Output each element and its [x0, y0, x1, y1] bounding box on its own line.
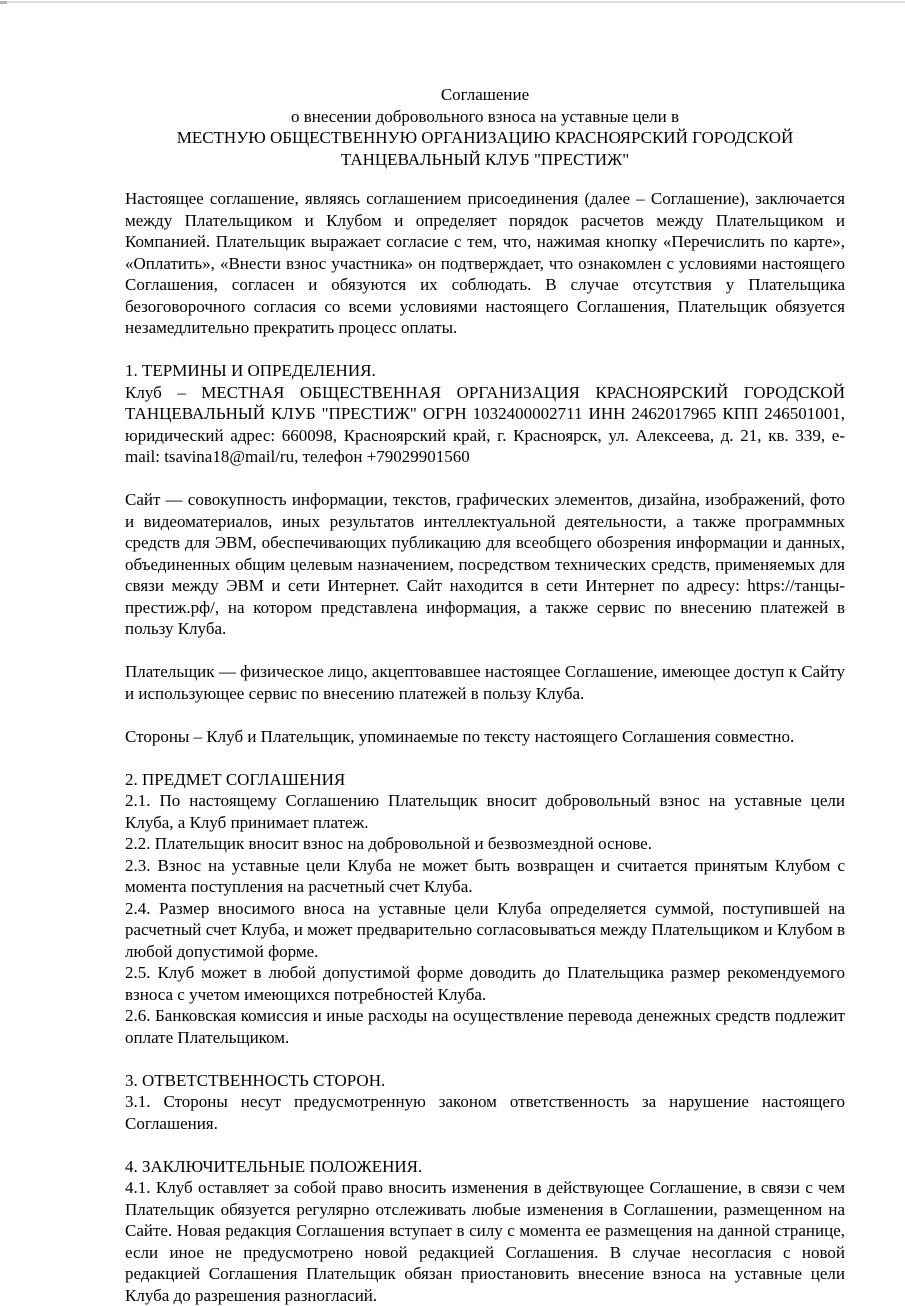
title-line-3: МЕСТНУЮ ОБЩЕСТВЕННУЮ ОРГАНИЗАЦИЮ КРАСНОЯРСКИЙ ГОРОДСКОЙ — [125, 127, 845, 149]
agreement-document — [125, 84, 845, 1306]
section-subject-of-agreement — [125, 769, 845, 1049]
title-line-4: ТАНЦЕВАЛЬНЫЙ КЛУБ "ПРЕСТИЖ" — [125, 149, 845, 171]
document-title — [125, 84, 845, 170]
section-heading-terms: 1. ТЕРМИНЫ И ОПРЕДЕЛЕНИЯ. — [125, 360, 845, 382]
section-liability — [125, 1070, 845, 1135]
title-line-1: Соглашение — [125, 84, 845, 106]
clause-2-1: 2.1. По настоящему Соглашению Плательщик вносит добровольный взнос на уставные цели Клуба, а Клуб принимает платеж. — [125, 790, 845, 833]
clause-4-1: 4.1. Клуб оставляет за собой право вносить изменения в действующее Соглашение, в связи с чем Плательщик обязуется регулярно отслеживать любые изменения в Соглашении, размещенном на Сайте. Новая редакция Соглашения вступает в силу с момента ее размещения на данной странице, если иное не предусмотрено новой редакцией Соглашения. В случае несогласия с новой редакцией Соглашения Плательщик обязан приостановить внесение взноса на уставные цели Клуба до разрешения разногласий. — [125, 1177, 845, 1306]
definition-site: Сайт — совокупность информации, текстов, графических элементов, дизайна, изображений, фото и видеоматериалов, иных результатов интеллектуальной деятельности, а также программных средств для ЭВМ, обеспечивающих публикацию для всеобщего обозрения информации и данных, объединенных общим целевым назначением, посредством технических средств, применяемых для связи между ЭВМ и сети Интернет. Сайт находится в сети Интернет по адресу: https://танцы-престиж.рф/, на котором представлена информация, а также сервис по внесению платежей в пользу Клуба. — [125, 489, 845, 640]
intro-paragraph: Настоящее соглашение, являясь соглашением присоединения (далее – Соглашение), заключается между Плательщиком и Клубом и определяет порядок расчетов между Плательщиком и Компанией. Плательщик выражает согласие с тем, что, нажимая кнопку «Перечислить по карте», «Оплатить», «Внести взнос участника» он подтверждает, что ознакомлен с условиями настоящего Соглашения, согласен и обязуются их соблюдать. В случае отсутствия у Плательщика безоговорочного согласия со всеми условиями настоящего Соглашения, Плательщик обязуется незамедлительно прекратить процесс оплаты. — [125, 188, 845, 339]
page-top-divider-stub — [0, 1, 7, 4]
clause-2-6: 2.6. Банковская комиссия и иные расходы на осуществление перевода денежных средств подлежит оплате Плательщиком. — [125, 1005, 845, 1048]
page-top-divider — [0, 1, 905, 3]
clause-2-2: 2.2. Плательщик вносит взнос на добровольной и безвозмездной основе. — [125, 833, 845, 855]
definition-parties: Стороны – Клуб и Плательщик, упоминаемые по тексту настоящего Соглашения совместно. — [125, 726, 845, 748]
section-heading-subject: 2. ПРЕДМЕТ СОГЛАШЕНИЯ — [125, 769, 845, 791]
title-line-2: о внесении добровольного взноса на уставные цели в — [125, 106, 845, 128]
section-heading-final: 4. ЗАКЛЮЧИТЕЛЬНЫЕ ПОЛОЖЕНИЯ. — [125, 1156, 845, 1178]
section-heading-liability: 3. ОТВЕТСТВЕННОСТЬ СТОРОН. — [125, 1070, 845, 1092]
definition-payer: Плательщик — физическое лицо, акцептовавшее настоящее Соглашение, имеющее доступ к Сайту и использующее сервис по внесению платежей в пользу Клуба. — [125, 661, 845, 704]
clause-3-1: 3.1. Стороны несут предусмотренную законом ответственность за нарушение настоящего Соглашения. — [125, 1091, 845, 1134]
section-final-provisions — [125, 1156, 845, 1306]
clause-2-3: 2.3. Взнос на уставные цели Клуба не может быть возвращен и считается принятым Клубом с момента поступления на расчетный счет Клуба. — [125, 855, 845, 898]
definition-club: Клуб – МЕСТНАЯ ОБЩЕСТВЕННАЯ ОРГАНИЗАЦИЯ КРАСНОЯРСКИЙ ГОРОДСКОЙ ТАНЦЕВАЛЬНЫЙ КЛУБ "ПРЕСТИЖ" ОГРН 1032400002711 ИНН 2462017965 КПП 246501001, юридический адрес: 660098, Красноярский край, г. Красноярск, ул. Алексеева, д. 21, кв. 339, e-mail: tsavina18@mail/ru, телефон +79029901560 — [125, 382, 845, 468]
clause-2-5: 2.5. Клуб может в любой допустимой форме доводить до Плательщика размер рекомендуемого взноса с учетом имеющихся потребностей Клуба. — [125, 962, 845, 1005]
clause-2-4: 2.4. Размер вносимого вноса на уставные цели Клуба определяется суммой, поступившей на расчетный счет Клуба, и может предварительно согласовываться между Плательщиком и Клубом в любой допустимой форме. — [125, 898, 845, 963]
section-terms-and-definitions — [125, 360, 845, 468]
